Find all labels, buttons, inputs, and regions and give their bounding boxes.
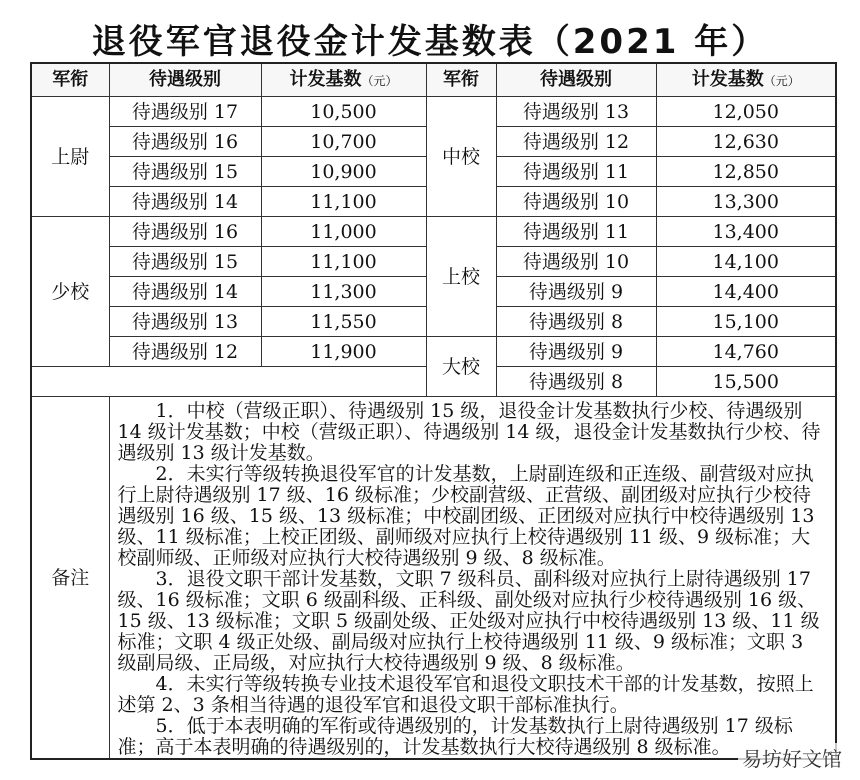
rank-cell: 上校: [426, 217, 496, 337]
header-rank-left: 军衔: [31, 63, 109, 97]
base-table: [30, 62, 837, 760]
level-cell: 待遇级别 10: [496, 187, 656, 217]
value-cell: 13,300: [656, 187, 836, 217]
rank-cell: 大校: [426, 337, 496, 397]
header-level-right: 待遇级别: [496, 63, 656, 97]
header-base-right: [656, 63, 836, 97]
level-cell: 待遇级别 15: [109, 157, 261, 187]
value-cell: 12,050: [656, 97, 836, 127]
level-cell: 待遇级别 12: [109, 337, 261, 367]
rank-cell: 中校: [426, 97, 496, 217]
level-cell: 待遇级别 14: [109, 187, 261, 217]
level-cell: 待遇级别 13: [496, 97, 656, 127]
value-cell: 15,500: [656, 367, 836, 397]
table-row: [31, 337, 836, 367]
level-cell: 待遇级别 17: [109, 97, 261, 127]
value-cell: 12,850: [656, 157, 836, 187]
value-cell: 14,760: [656, 337, 836, 367]
table-row: [31, 217, 836, 247]
level-cell: 待遇级别 9: [496, 277, 656, 307]
header-row: [31, 63, 836, 97]
note-item: 3．退役文职干部计发基数，文职 7 级科员、副科级对应执行上尉待遇级别 17 级、16 级标准；文职 6 级副科级、正科级、副处级对应执行少校待遇级别 16 级、15 级、13 级标准；文职 5 级副处级、正处级对应执行中校待遇级别 13 级、11 级标准；文职 4 级正处级、副局级对应执行上校待遇级别 11 级、9 级标准；文职 3 级副局级、正局级，对应执行大校待遇级别 9 级、8 级标准。: [117, 568, 820, 674]
value-cell: 10,500: [261, 97, 426, 127]
value-cell: 14,400: [656, 277, 836, 307]
note-item: 1．中校（营级正职）、待遇级别 15 级，退役金计发基数执行少校、待遇级别 14 级计发基数；中校（营级正职）、待遇级别 14 级，退役金计发基数执行少校、待遇级别 13 级计发基数。: [117, 400, 821, 464]
value-cell: 11,550: [261, 307, 426, 337]
notes-row: [31, 397, 836, 760]
header-unit: （元）: [361, 73, 398, 88]
level-cell: 待遇级别 14: [109, 277, 261, 307]
level-cell: 待遇级别 9: [496, 337, 656, 367]
header-base-left: [261, 63, 426, 97]
value-cell: 11,000: [261, 217, 426, 247]
level-cell: 待遇级别 16: [109, 217, 261, 247]
value-cell: 11,900: [261, 337, 426, 367]
level-cell: 待遇级别 13: [109, 307, 261, 337]
note-item: 4．未实行等级转换专业技术退役军官和退役文职技术干部的计发基数，按照上述第 2、3 条相当待遇的退役军官和退役文职干部标准执行。: [117, 673, 814, 716]
level-cell: 待遇级别 11: [496, 217, 656, 247]
page-title: 退役军官退役金计发基数表（2021 年）: [91, 22, 769, 62]
value-cell: 10,900: [261, 157, 426, 187]
value-cell: 14,100: [656, 247, 836, 277]
notes-body: [109, 397, 836, 760]
value-cell: 11,300: [261, 277, 426, 307]
watermark: 易坊好文馆: [738, 743, 846, 772]
level-cell: 待遇级别 8: [496, 307, 656, 337]
table-row: [31, 97, 836, 127]
level-cell: 待遇级别 8: [496, 367, 656, 397]
value-cell: 15,100: [656, 307, 836, 337]
header-rank-right: 军衔: [426, 63, 496, 97]
notes-label: 备注: [31, 397, 109, 760]
level-cell: 待遇级别 11: [496, 157, 656, 187]
value-cell: 10,700: [261, 127, 426, 157]
level-cell: 待遇级别 16: [109, 127, 261, 157]
header-base-label: 计发基数: [691, 68, 764, 90]
header-level-left: 待遇级别: [109, 63, 261, 97]
empty-cell: [31, 367, 426, 397]
value-cell: 11,100: [261, 247, 426, 277]
value-cell: 13,400: [656, 217, 836, 247]
level-cell: 待遇级别 12: [496, 127, 656, 157]
note-item: 5．低于本表明确的军衔或待遇级别的，计发基数执行上尉待遇级别 17 级标准；高于本表明确的待遇级别的，计发基数执行大校待遇级别 8 级标准。: [117, 715, 793, 758]
level-cell: 待遇级别 10: [496, 247, 656, 277]
rank-cell: 上尉: [31, 97, 109, 217]
rank-cell: 少校: [31, 217, 109, 367]
header-unit: （元）: [763, 73, 800, 88]
header-base-label: 计发基数: [289, 68, 362, 90]
value-cell: 12,630: [656, 127, 836, 157]
value-cell: 11,100: [261, 187, 426, 217]
note-item: 2．未实行等级转换退役军官的计发基数，上尉副连级和正连级、副营级对应执行上尉待遇级别 17 级、16 级标准；少校副营级、正营级、副团级对应执行少校待遇级别 16 级、15 级、13 级标准；中校副团级、正团级对应执行中校待遇级别 13 级、11 级标准；上校正团级、副师级对应执行上校待遇级别 11 级、9 级标准；大校副师级、正师级对应执行大校待遇级别 9 级、8 级标准。: [117, 463, 815, 569]
level-cell: 待遇级别 15: [109, 247, 261, 277]
